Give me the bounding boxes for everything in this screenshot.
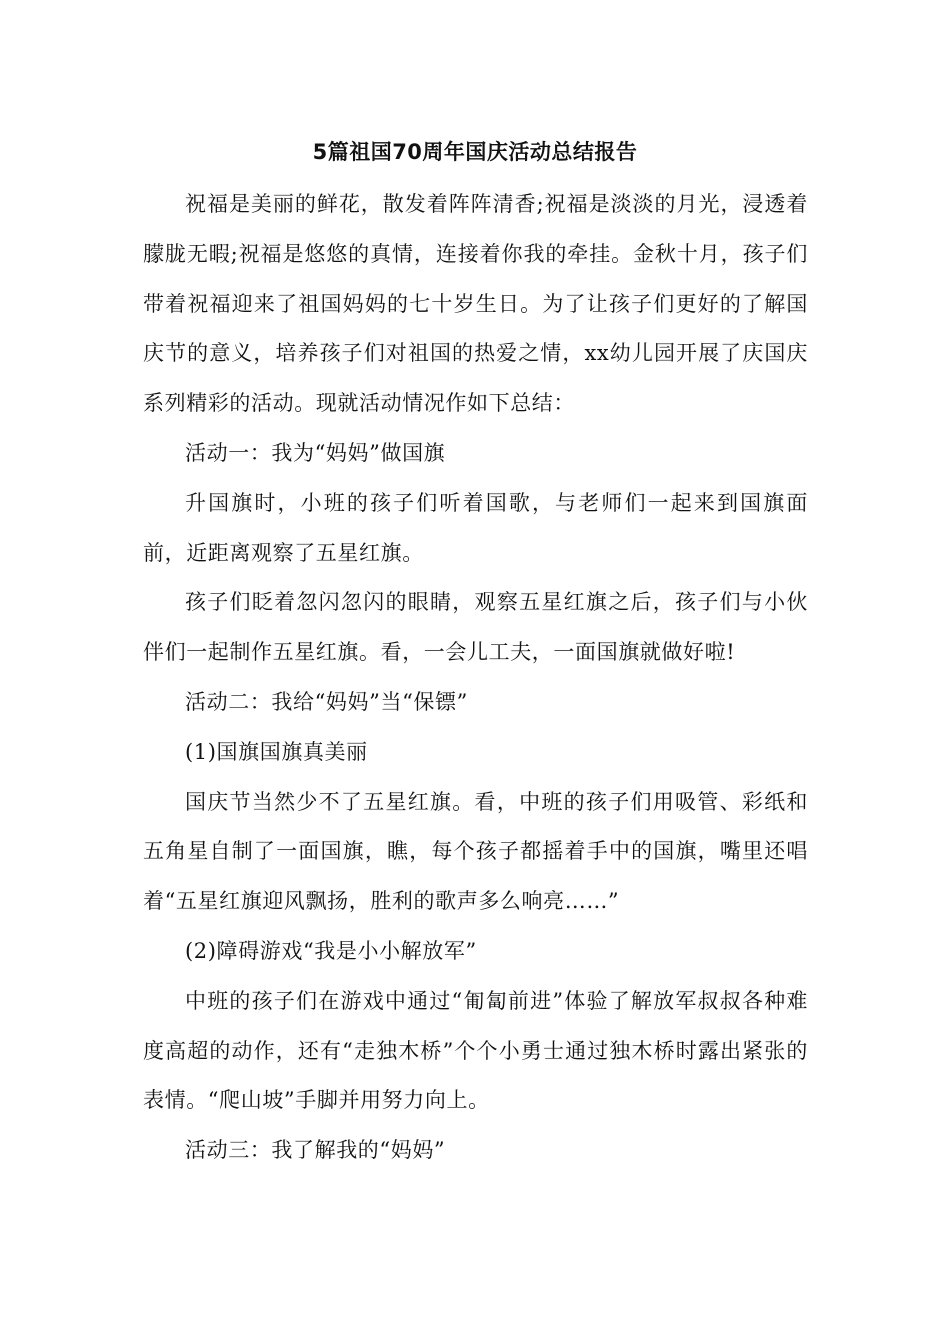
heading-activity-two: 活动二：我给“妈妈”当“保镖”: [185, 689, 468, 714]
paragraph-making-flags: 孩子们眨着忽闪忽闪的眼睛，观察五星红旗之后，孩子们与小伙伴们一起制作五星红旗。看，一会儿工夫，一面国旗就做好啦!: [143, 590, 808, 665]
subheading-obstacle-game: (2)障碍游戏“我是小小解放军”: [185, 938, 477, 963]
subheading-flag-beautiful: (1)国旗国旗真美丽: [185, 739, 368, 764]
document-body: [143, 180, 808, 1176]
paragraph-flag-raising: 升国旗时，小班的孩子们听着国歌，与老师们一起来到国旗面前，近距离观察了五星红旗。: [143, 490, 808, 565]
document-title: 5篇祖国70周年国庆活动总结报告: [312, 140, 638, 164]
paragraph-obstacle-game: 中班的孩子们在游戏中通过“匍匐前进”体验了解放军叔叔各种难度高超的动作，还有“走独木桥”个个小勇士通过独木桥时露出紧张的表情。“爬山坡”手脚并用努力向上。: [143, 988, 808, 1113]
heading-activity-three: 活动三：我了解我的“妈妈”: [185, 1138, 446, 1163]
paragraph-intro: 祝福是美丽的鲜花，散发着阵阵清香;祝福是淡淡的月光，浸透着朦胧无暇;祝福是悠悠的真情，连接着你我的牵挂。金秋十月，孩子们带着祝福迎来了祖国妈妈的七十岁生日。为了让孩子们更好的了解国庆节的意义，培养孩子们对祖国的热爱之情，xx幼儿园开展了庆国庆系列精彩的活动。现就活动情况作如下总结：: [143, 192, 808, 416]
paragraph-national-day-flags: 国庆节当然少不了五星红旗。看，中班的孩子们用吸管、彩纸和五角星自制了一面国旗，瞧，每个孩子都摇着手中的国旗，嘴里还唱着“五星红旗迎风飘扬，胜利的歌声多么响亮……”: [143, 789, 808, 914]
heading-activity-one: 活动一：我为“妈妈”做国旗: [185, 440, 446, 465]
